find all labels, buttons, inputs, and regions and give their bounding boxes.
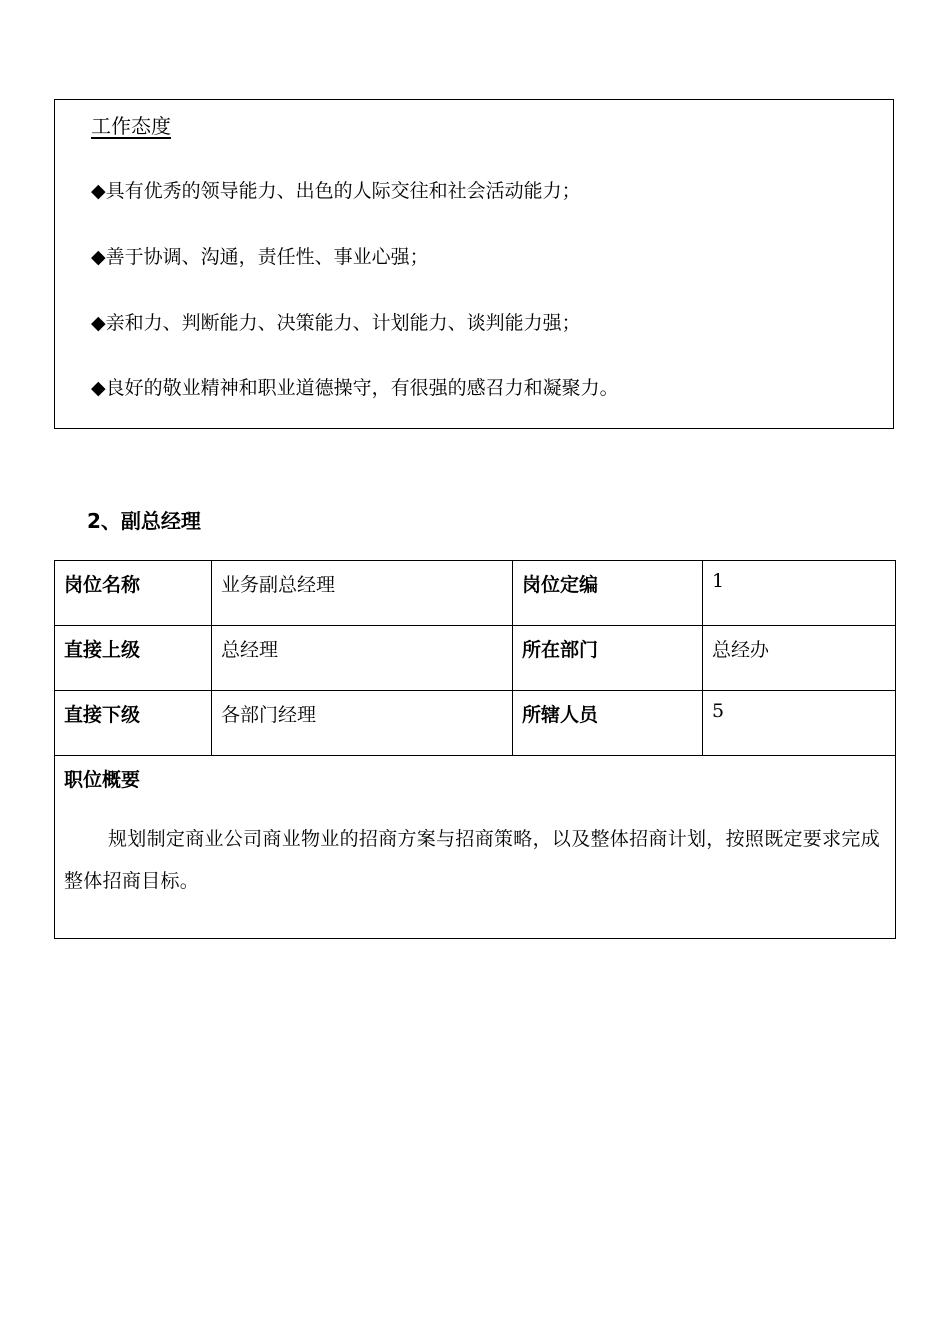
work-attitude-title: 工作态度 (91, 114, 171, 138)
attitude-item: ◆善于协调、沟通，责任性、事业心强； (91, 246, 429, 268)
table-row (55, 561, 896, 626)
field-value: 各部门经理 (212, 691, 513, 756)
field-label: 所辖人员 (513, 691, 703, 756)
attitude-item: ◆亲和力、判断能力、决策能力、计划能力、谈判能力强； (91, 312, 581, 334)
position-info-table (54, 560, 896, 939)
field-value: 5 (703, 691, 896, 756)
summary-title: 职位概要 (64, 769, 141, 791)
table-row (55, 626, 896, 691)
summary-text: 规划制定商业公司商业物业的招商方案与招商策略，以及整体招商计划，按照既定要求完成整体招商目标。 (64, 828, 881, 892)
field-label: 直接上级 (55, 626, 212, 691)
attitude-item: ◆具有优秀的领导能力、出色的人际交往和社会活动能力； (91, 180, 581, 202)
summary-cell (55, 756, 896, 939)
table-row (55, 691, 896, 756)
field-label: 直接下级 (55, 691, 212, 756)
field-value: 1 (703, 561, 896, 626)
field-label: 岗位名称 (55, 561, 212, 626)
field-value: 总经理 (212, 626, 513, 691)
field-label: 所在部门 (513, 626, 703, 691)
section-heading: 2、副总经理 (87, 509, 201, 533)
field-label: 岗位定编 (513, 561, 703, 626)
field-value: 总经办 (703, 626, 896, 691)
work-attitude-box (54, 99, 894, 429)
attitude-item: ◆良好的敬业精神和职业道德操守，有很强的感召力和凝聚力。 (91, 377, 619, 399)
field-value: 业务副总经理 (212, 561, 513, 626)
summary-row (55, 756, 896, 939)
